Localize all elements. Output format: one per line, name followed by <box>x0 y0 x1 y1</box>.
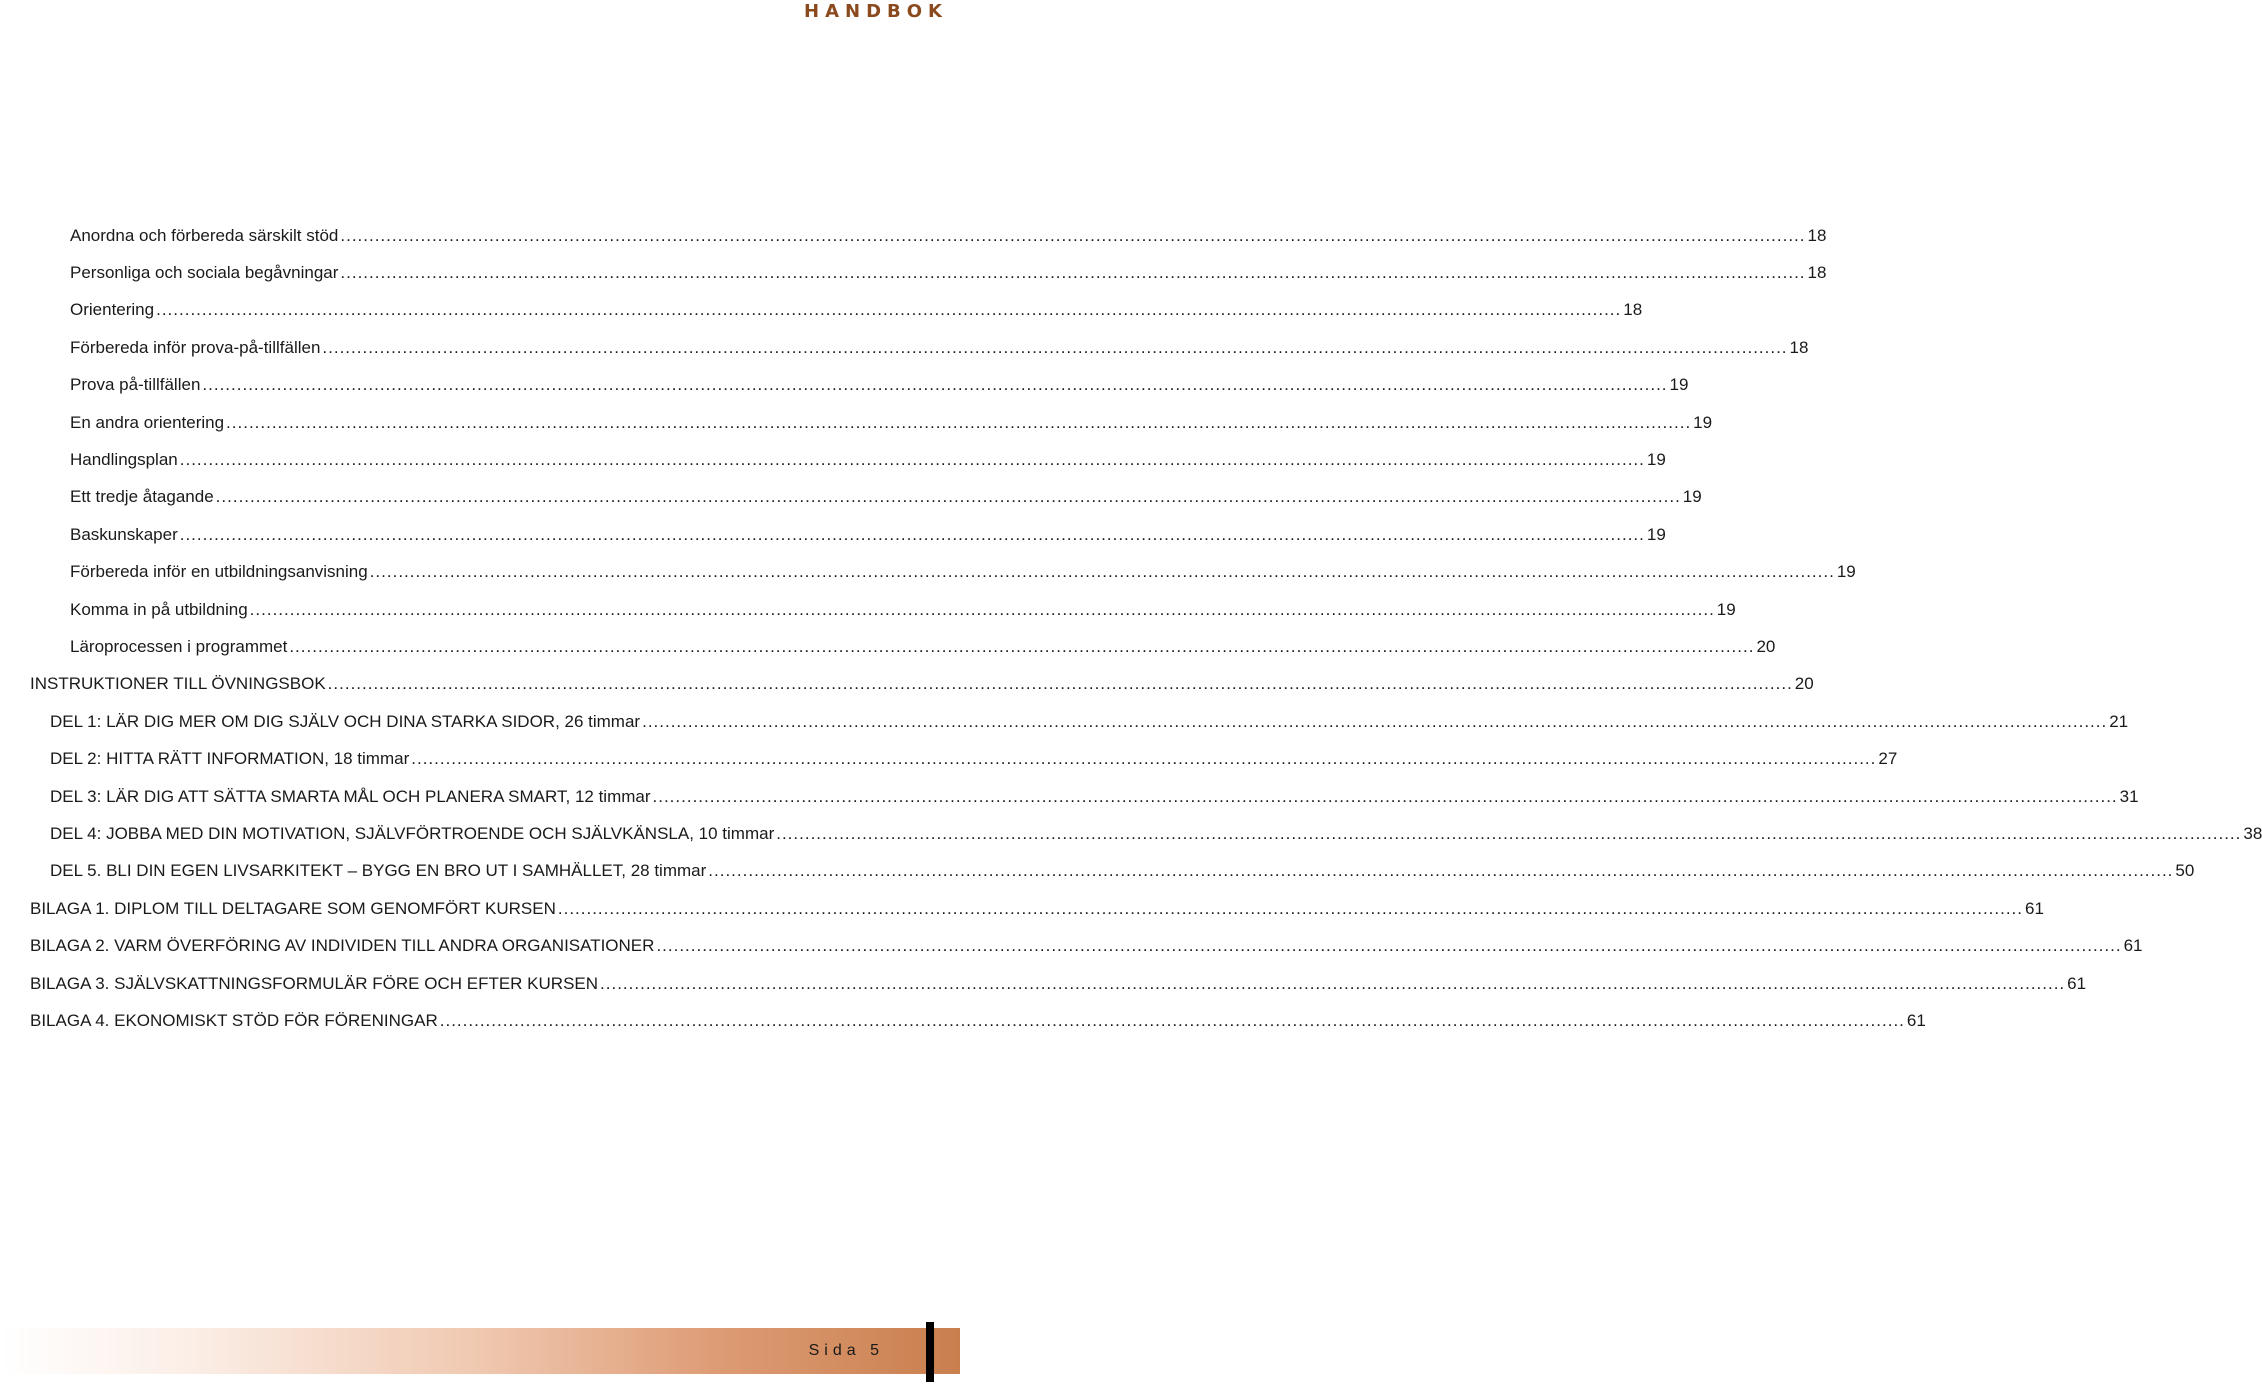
toc-leader-dots <box>328 672 1793 696</box>
toc-leader-dots <box>216 485 1681 509</box>
toc-entry-page: 50 <box>2175 861 2195 881</box>
toc-leader-dots <box>250 598 1715 622</box>
toc-leader-dots <box>202 373 1667 397</box>
toc-entry-title: Orientering <box>70 300 155 320</box>
toc-entry-page: 19 <box>1646 450 1666 470</box>
toc-entry[interactable] <box>50 815 2262 852</box>
toc-entry-title: En andra orientering <box>70 412 225 432</box>
toc-entry[interactable] <box>70 367 1689 404</box>
toc-entry-title: Förbereda inför en utbildningsanvisning <box>70 562 368 582</box>
toc-leader-dots <box>340 261 1805 285</box>
toc-entry[interactable] <box>50 853 2195 890</box>
toc-entry[interactable] <box>30 666 1814 703</box>
toc-entry-title: DEL 1: LÄR DIG MER OM DIG SJÄLV OCH DINA STARKA SIDOR, 26 timmar <box>50 711 641 731</box>
toc-leader-dots <box>776 822 2241 846</box>
toc-leader-dots <box>600 972 2065 996</box>
toc-entry-title: BILAGA 4. EKONOMISKT STÖD FÖR FÖRENINGAR <box>30 1010 438 1030</box>
toc-leader-dots <box>156 298 1621 322</box>
toc-leader-dots <box>180 448 1645 472</box>
toc-leader-dots <box>656 934 2121 958</box>
handbook-header: HANDBOK <box>804 1 948 22</box>
toc-entry[interactable] <box>50 703 2129 740</box>
toc-leader-dots <box>370 560 1835 584</box>
toc-entry-page: 19 <box>1836 562 1856 582</box>
toc-entry-title: DEL 2: HITTA RÄTT INFORMATION, 18 timmar <box>50 749 410 769</box>
toc-entry-page: 19 <box>1669 375 1689 395</box>
toc-entry[interactable] <box>70 404 1713 441</box>
toc-entry[interactable] <box>70 254 1827 291</box>
toc-entry-page: 19 <box>1693 412 1713 432</box>
toc-entry-title: INSTRUKTIONER TILL ÖVNINGSBOK <box>30 674 326 694</box>
toc-entry-title: BILAGA 3. SJÄLVSKATTNINGSFORMULÄR FÖRE OCH EFTER KURSEN <box>30 973 599 993</box>
toc-entry-title: BILAGA 1. DIPLOM TILL DELTAGARE SOM GENOMFÖRT KURSEN <box>30 898 556 918</box>
toc-entry[interactable] <box>70 516 1666 553</box>
toc-entry-page: 61 <box>2123 936 2143 956</box>
toc-entry[interactable] <box>70 479 1702 516</box>
toc-entry-page: 61 <box>1906 1010 1926 1030</box>
table-of-contents <box>0 217 2262 1040</box>
toc-entry-page: 19 <box>1646 524 1666 544</box>
toc-entry-title: Ett tredje åtagande <box>70 487 214 507</box>
toc-leader-dots <box>322 336 1787 360</box>
toc-leader-dots <box>180 523 1645 547</box>
toc-entry-page: 61 <box>2025 898 2044 918</box>
toc-leader-dots <box>226 411 1691 435</box>
toc-leader-dots <box>642 710 2107 734</box>
toc-entry[interactable] <box>50 740 1898 777</box>
toc-entry-title: BILAGA 2. VARM ÖVERFÖRING AV INDIVIDEN TILL ANDRA ORGANISATIONER <box>30 936 655 956</box>
toc-entry[interactable] <box>70 628 1776 665</box>
toc-entry-page: 18 <box>1789 337 1809 357</box>
toc-entry[interactable] <box>30 965 2087 1002</box>
toc-entry-page: 61 <box>2067 973 2087 993</box>
toc-entry[interactable] <box>30 890 2044 927</box>
toc-entry-title: DEL 3: LÄR DIG ATT SÄTTA SMARTA MÅL OCH PLANERA SMART, 12 timmar <box>50 786 651 806</box>
toc-entry-title: Anordna och förbereda särskilt stöd <box>70 225 339 245</box>
toc-entry[interactable] <box>70 554 1856 591</box>
toc-leader-dots <box>708 859 2173 883</box>
toc-entry[interactable] <box>70 217 1827 254</box>
toc-entry-page: 19 <box>1682 487 1702 507</box>
toc-leader-dots <box>411 747 1876 771</box>
toc-entry-page: 38 <box>2243 823 2262 843</box>
toc-entry-page: 21 <box>2109 711 2129 731</box>
toc-entry[interactable] <box>70 591 1736 628</box>
toc-leader-dots <box>653 785 2118 809</box>
toc-entry-title: Baskunskaper <box>70 524 178 544</box>
toc-entry-page: 18 <box>1807 263 1827 283</box>
toc-entry-title: Komma in på utbildning <box>70 599 248 619</box>
toc-entry[interactable] <box>30 1002 1926 1039</box>
toc-entry-page: 20 <box>1756 636 1776 656</box>
toc-leader-dots <box>558 897 2023 921</box>
toc-entry-title: Handlingsplan <box>70 450 178 470</box>
toc-entry[interactable] <box>30 927 2143 964</box>
toc-entry[interactable] <box>70 441 1666 478</box>
toc-entry-page: 31 <box>2119 786 2139 806</box>
toc-leader-dots <box>340 224 1805 248</box>
page-number-label: Sida 5 <box>808 1342 884 1359</box>
bracket-icon <box>926 1322 934 1382</box>
toc-entry-page: 18 <box>1623 300 1643 320</box>
toc-entry[interactable] <box>50 778 2139 815</box>
toc-entry-title: Personliga och sociala begåvningar <box>70 263 339 283</box>
toc-entry-title: DEL 5. BLI DIN EGEN LIVSARKITEKT – BYGG EN BRO UT I SAMHÄLLET, 28 timmar <box>50 861 707 881</box>
toc-entry[interactable] <box>70 329 1809 366</box>
toc-entry-title: Prova på-tillfällen <box>70 375 201 395</box>
toc-entry-page: 20 <box>1794 674 1814 694</box>
toc-entry-title: DEL 4: JOBBA MED DIN MOTIVATION, SJÄLVFÖRTROENDE OCH SJÄLVKÄNSLA, 10 timmar <box>50 823 775 843</box>
toc-entry[interactable] <box>70 292 1643 329</box>
toc-entry-title: Förbereda inför prova-på-tillfällen <box>70 337 321 357</box>
toc-entry-page: 19 <box>1716 599 1736 619</box>
toc-leader-dots <box>289 635 1754 659</box>
toc-entry-page: 18 <box>1807 225 1827 245</box>
toc-leader-dots <box>440 1009 1905 1033</box>
toc-entry-page: 27 <box>1878 749 1898 769</box>
toc-entry-title: Läroprocessen i programmet <box>70 636 288 656</box>
